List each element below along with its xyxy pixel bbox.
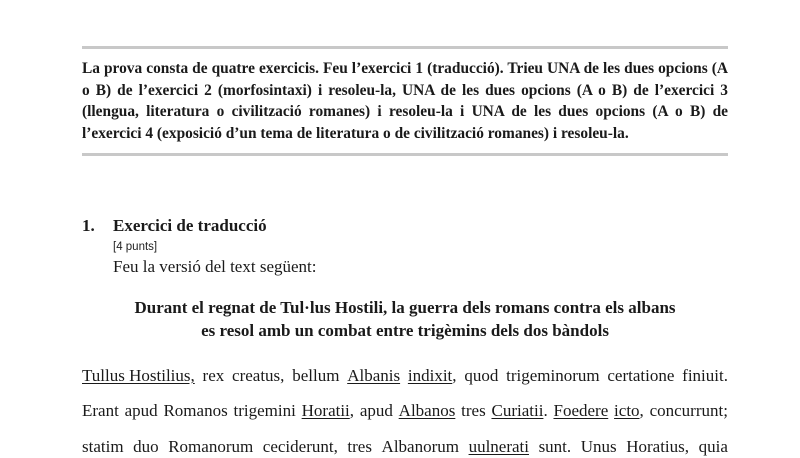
latin-word: Albanos <box>398 401 456 420</box>
latin-word: Albanis <box>347 366 401 385</box>
latin-word: rex <box>202 366 225 385</box>
latin-word: Foedere <box>553 401 609 420</box>
passage-title-line-1: Durant el regnat de Tul·lus Hostili, la guerra dels romans contra els albans <box>134 298 676 317</box>
latin-word: Curiatii. <box>491 401 548 420</box>
passage-title-line-2: es resol amb un combat entre trigèmins dels dos bàndols <box>201 321 609 340</box>
exercise-1-heading <box>82 216 267 236</box>
latin-word: sunt. <box>538 437 572 456</box>
latin-word-underlined: Horatii <box>301 401 350 420</box>
latin-word: icto, <box>614 401 644 420</box>
latin-line-2 <box>82 400 728 422</box>
latin-word-underlined: indixit <box>407 366 453 385</box>
latin-word: duo <box>133 437 159 456</box>
latin-word: Tullus Hostilius, <box>82 366 195 385</box>
exercise-1-title: Exercici de traducció <box>113 216 267 235</box>
latin-word: Horatius, <box>626 437 690 456</box>
latin-word: concurrunt; <box>649 401 728 420</box>
latin-word: apud <box>124 401 158 420</box>
latin-line-1 <box>82 365 728 387</box>
latin-word: Horatii, <box>301 401 355 420</box>
exam-instructions: La prova consta de quatre exercicis. Feu l’exercici 1 (traducció). Trieu UNA de les dues opcions (A o B) de l’exercici 2 (morfosintaxi) i resoleu-la, UNA de les dues opcions (A o B) de l’exercici 3 (llengua, literatura o civilització romanes) i resoleu-la i UNA de les dues opcions (A o B) de l’exercici 4 (exposició d’un tema de literatura o de civilització romanes) i resoleu-la. <box>82 60 728 142</box>
passage-title <box>82 296 728 342</box>
exercise-1-points: [4 punts] <box>113 241 158 253</box>
latin-word: statim <box>82 437 124 456</box>
latin-word: quod <box>464 366 499 385</box>
latin-line-3 <box>82 436 728 458</box>
latin-word: Romanos <box>163 401 228 420</box>
latin-word: Unus <box>580 437 617 456</box>
latin-word: certatione <box>607 366 675 385</box>
latin-word: apud <box>359 401 393 420</box>
latin-word: indixit, <box>407 366 457 385</box>
latin-word: tres <box>347 437 372 456</box>
latin-word: creatus, <box>232 366 285 385</box>
latin-word: bellum <box>292 366 340 385</box>
latin-word: Romanorum <box>168 437 254 456</box>
exercise-1-prompt: Feu la versió del text següent: <box>113 257 317 276</box>
latin-word: Albanorum <box>381 437 459 456</box>
exercise-1-number: 1. <box>82 216 95 235</box>
latin-word-underlined: Curiatii <box>491 401 544 420</box>
latin-word: quia <box>698 437 728 456</box>
latin-word: trigeminorum <box>506 366 600 385</box>
latin-word: finiuit. <box>682 366 728 385</box>
latin-word: tres <box>461 401 486 420</box>
latin-word: Erant <box>82 401 119 420</box>
latin-word: trigemini <box>233 401 296 420</box>
bottom-divider <box>82 153 728 156</box>
latin-word: ceciderunt, <box>262 437 338 456</box>
latin-word-underlined: icto <box>614 401 640 420</box>
top-divider <box>82 46 728 49</box>
latin-word: uulnerati <box>468 437 529 456</box>
